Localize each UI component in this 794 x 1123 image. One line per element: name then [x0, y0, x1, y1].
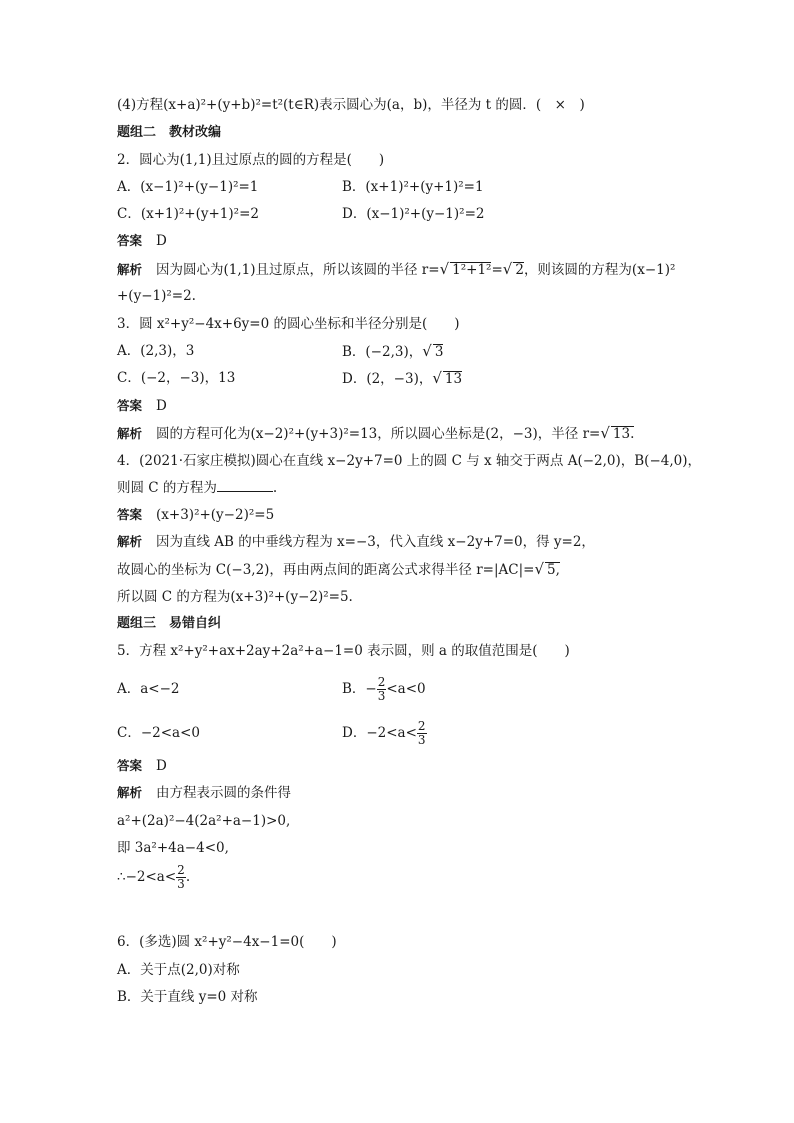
q3-explanation: 解析 圆的方程可化为(x−2)²+(y+3)²=13，所以圆心坐标是(2，−3)，半径 r=√ 13.: [117, 424, 635, 442]
q5-option-d: D．−2<a< $\frac{2}{3}$: [342, 719, 426, 747]
q1-item-4: (4)方程(x+a)²+(y+b)²=t²(t∈R)表示圆心为(a，b)，半径为 t 的圆．( × ): [117, 97, 585, 113]
q5-explanation-line3: 即 3a²+4a−4<0,: [117, 840, 229, 856]
q2-option-a: A．(x−1)²+(y−1)²=1: [117, 179, 259, 195]
q2-option-b: B．(x+1)²+(y+1)²=1: [342, 179, 484, 195]
q6-option-a: A．关于点(2,0)对称: [117, 962, 240, 978]
question-2: 2．圆心为(1,1)且过原点的圆的方程是( ): [117, 152, 385, 168]
answer-label: 答案: [117, 233, 143, 248]
q6-option-b: B．关于直线 y=0 对称: [117, 989, 258, 1005]
answer-blank: [217, 479, 273, 492]
question-3: 3．圆 x²+y²−4x+6y=0 的圆心坐标和半径分别是( ): [117, 316, 460, 332]
q3-answer: 答案 D: [117, 398, 167, 414]
fraction: $\frac{2}{3}$: [177, 863, 185, 891]
q5-explanation-line4: ∴−2<a< $\frac{2}{3}$ .: [117, 863, 191, 891]
q2-explanation-line1: 解析 因为圆心为(1,1)且过原点，所以该圆的半径 r=√ 1²+1²=√ 2，则该圆的方程为(x−1)²: [117, 260, 676, 278]
q5-option-a: A．a<−2: [117, 681, 180, 697]
fraction: $\frac{2}{3}$: [417, 719, 426, 747]
fraction: $\frac{2}{3}$: [377, 675, 386, 703]
q4-explanation-line3: 所以圆 C 的方程为(x+3)²+(y−2)²=5.: [117, 589, 353, 605]
q2-answer-value: D: [156, 233, 167, 249]
q3-option-d: D．(2，−3)，√ 13: [342, 369, 463, 387]
section-heading-2: 题组二 教材改编: [117, 125, 222, 140]
q4-explanation-line1: 解析 因为直线 AB 的中垂线方程为 x=−3，代入直线 x−2y+7=0，得 y=2，: [117, 534, 595, 550]
sqrt-expression: 1²+1²: [452, 262, 492, 278]
q3-option-a: A．(2,3)，3: [117, 343, 195, 359]
q4-explanation-line2: 故圆心的坐标为 C(−3,2)，再由两点间的距离公式求得半径 r=|AC|=√ 5,: [117, 560, 560, 578]
section-heading-3: 题组三 易错自纠: [117, 616, 222, 631]
q2-option-c: C．(x+1)²+(y+1)²=2: [117, 206, 259, 222]
q5-option-b: B．− $\frac{2}{3}$ <a<0: [342, 675, 426, 703]
question-6: 6．(多选)圆 x²+y²−4x−1=0( ): [117, 934, 337, 950]
q2-answer: [117, 232, 167, 250]
explanation-label: 解析: [117, 262, 143, 277]
q3-option-b: B．(−2,3)，√ 3: [342, 342, 444, 360]
question-4-line2: 则圆 C 的方程为 .: [117, 480, 278, 496]
q5-answer: 答案 D: [117, 758, 167, 774]
q3-option-c: C．(−2，−3)，13: [117, 370, 236, 386]
question-5: 5．方程 x²+y²+ax+2ay+2a²+a−1=0 表示圆，则 a 的取值范围是( ): [117, 643, 570, 659]
q5-explanation-line1: 解析 由方程表示圆的条件得: [117, 785, 292, 801]
q5-explanation-line2: a²+(2a)²−4(2a²+a−1)>0,: [117, 813, 291, 829]
question-4: 4．(2021·石家庄模拟)圆心在直线 x−2y+7=0 上的圆 C 与 x 轴交于两点 A(−2,0)，B(−4,0)，: [117, 453, 701, 469]
q5-option-c: C．−2<a<0: [117, 725, 200, 741]
q2-explanation-line2: +(y−1)²=2.: [117, 288, 196, 304]
q4-answer: 答案 (x+3)²+(y−2)²=5: [117, 507, 275, 523]
q2-option-d: D．(x−1)²+(y−1)²=2: [342, 206, 485, 222]
